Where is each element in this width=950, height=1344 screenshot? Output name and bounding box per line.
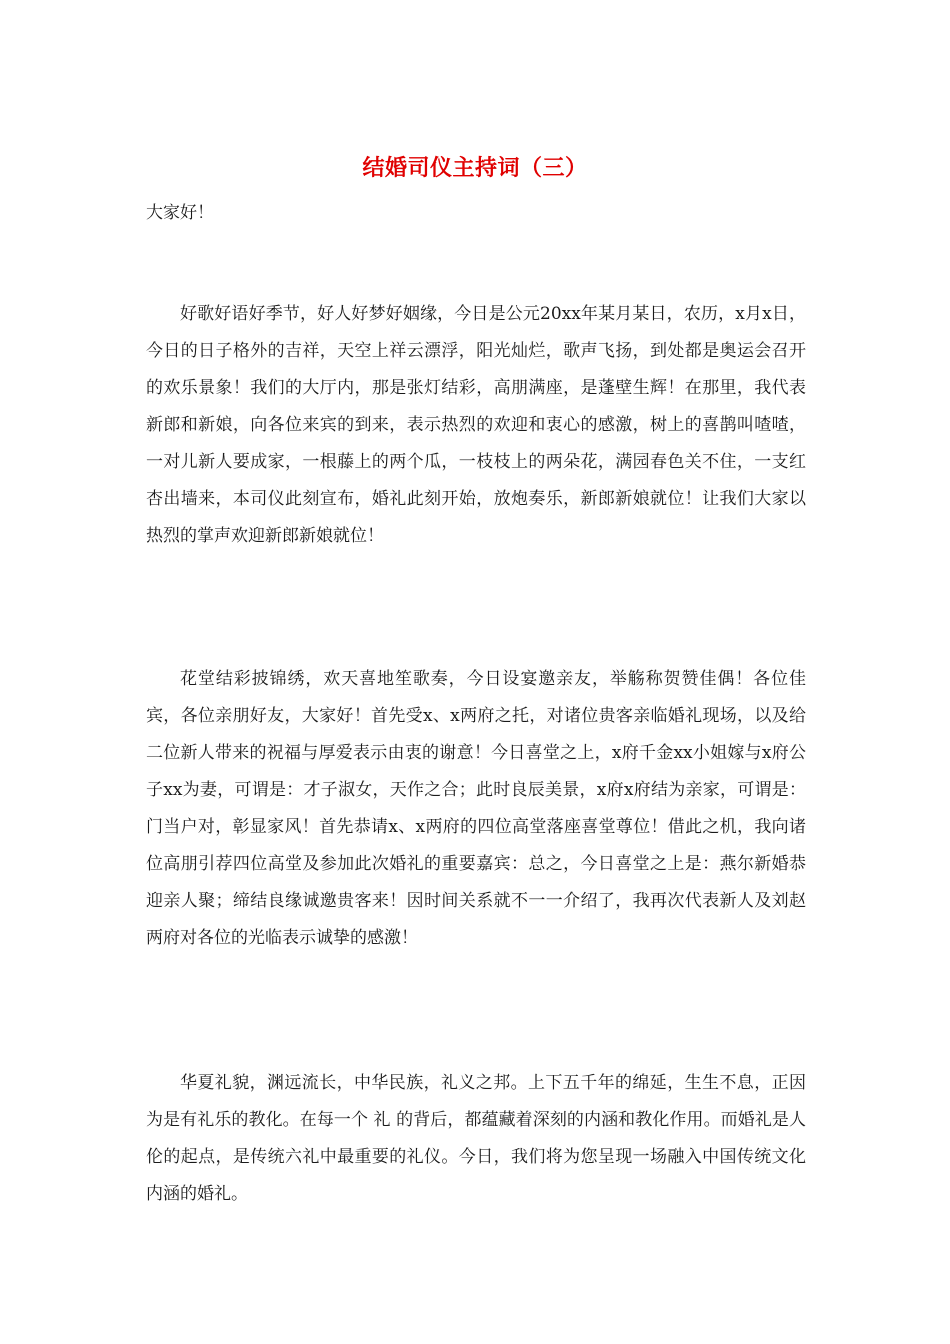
paragraph-3: 华夏礼貌，渊远流长，中华民族，礼义之邦。上下五千年的绵延，生生不息，正因为是有礼乐的教化。在每一个 礼 的背后，都蕴藏着深刻的内涵和教化作用。而婚礼是人伦的起点，是传统六礼中最重要的礼仪。今日，我们将为您呈现一场融入中国传统文化内涵的婚礼。 [146,1073,806,1204]
paragraph-2: 花堂结彩披锦绣，欢天喜地笙歌奏，今日设宴邀亲友，举觞称贺赞佳偶！各位佳宾，各位亲朋好友，大家好！首先受x、x两府之托，对诸位贵客亲临婚礼现场，以及给二位新人带来的祝福与厚爱表示由衷的谢意！今日喜堂之上，x府千金xx小姐嫁与x府公子xx为妻，可谓是：才子淑女，天作之合；此时良辰美景，x府x府结为亲家，可谓是：门当户对，彰显家风！首先恭请x、x两府的四位高堂落座喜堂尊位！借此之机，我向诸位高朋引荐四位高堂及参加此次婚礼的重要嘉宾：总之，今日喜堂之上是：燕尔新婚恭迎亲人聚；缔结良缘诚邀贵客来！因时间关系就不一一介绍了，我再次代表新人及刘赵两府对各位的光临表示诚挚的感激！ [146,669,806,948]
document-title: 结婚司仪主持词（三） [362,155,588,181]
paragraph-1: 好歌好语好季节，好人好梦好姻缘，今日是公元20xx年某月某日，农历，x月x日，今日的日子格外的吉祥，天空上祥云漂浮，阳光灿烂，歌声飞扬，到处都是奥运会召开的欢乐景象！我们的大厅内，那是张灯结彩，高朋满座，是蓬壁生辉！在那里，我代表新郎和新娘，向各位来宾的到来，表示热烈的欢迎和衷心的感激，树上的喜鹊叫喳喳，一对儿新人要成家，一根藤上的两个瓜，一枝枝上的两朵花，满园春色关不住，一支红杏出墙来，本司仪此刻宣布，婚礼此刻开始，放炮奏乐，新郎新娘就位！让我们大家以热烈的掌声欢迎新郎新娘就位！ [146,304,806,546]
greeting-line: 大家好！ [146,203,214,223]
